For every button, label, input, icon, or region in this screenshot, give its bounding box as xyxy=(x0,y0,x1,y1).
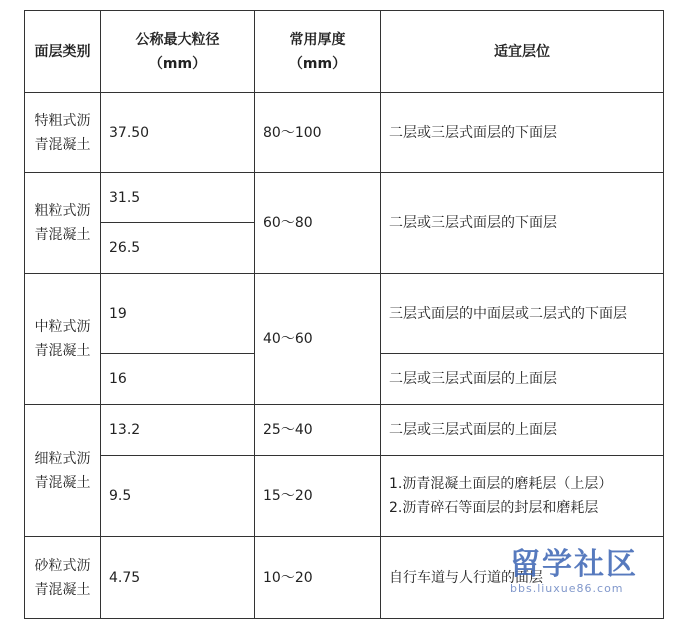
watermark-title: 留学社区 xyxy=(510,547,638,582)
category-line1: 细粒式沥 xyxy=(34,450,91,467)
thickness-cell: 25～40 xyxy=(255,405,381,456)
watermark-logo xyxy=(510,548,680,618)
header-max-size xyxy=(101,11,255,93)
size-cell: 16 xyxy=(101,354,255,405)
asphalt-spec-table xyxy=(24,10,664,619)
header-thickness xyxy=(255,11,381,93)
size-cell: 26.5 xyxy=(101,223,255,274)
watermark-url: bbs.liuxue86.com xyxy=(510,582,624,595)
layer-cell: 自行车道与人行道的面层 xyxy=(381,537,664,619)
header-layer: 适宜层位 xyxy=(381,11,664,93)
table-row xyxy=(25,173,664,223)
thickness-cell: 10～20 xyxy=(255,537,381,619)
layer-cell: 二层或三层式面层的下面层 xyxy=(381,173,664,274)
category-line1: 特粗式沥 xyxy=(34,112,91,129)
layer-cell: 三层式面层的中面层或二层式的下面层 xyxy=(381,274,664,354)
size-cell: 37.50 xyxy=(101,93,255,173)
header-max-size-line2: （mm） xyxy=(148,55,207,72)
category-line1: 砂粒式沥 xyxy=(34,557,91,574)
thickness-cell: 60～80 xyxy=(255,173,381,274)
category-line2: 青混凝土 xyxy=(34,136,91,153)
header-row xyxy=(25,11,664,93)
layer-line1: 1.沥青混凝土面层的磨耗层（上层） xyxy=(389,476,613,492)
table-row xyxy=(25,405,664,456)
thickness-cell: 80～100 xyxy=(255,93,381,173)
category-line2: 青混凝土 xyxy=(34,581,91,598)
thickness-cell: 15～20 xyxy=(255,456,381,537)
category-cell xyxy=(25,93,101,173)
category-line1: 中粒式沥 xyxy=(34,319,91,335)
size-cell: 9.5 xyxy=(101,456,255,537)
category-cell xyxy=(25,537,101,619)
layer-cell: 二层或三层式面层的上面层 xyxy=(381,405,664,456)
category-cell xyxy=(25,274,101,405)
size-cell: 19 xyxy=(101,274,255,354)
table-row xyxy=(25,456,664,537)
table-row xyxy=(25,274,664,354)
table-row xyxy=(25,93,664,173)
layer-cell: 二层或三层式面层的上面层 xyxy=(381,354,664,405)
thickness-cell: 40～60 xyxy=(255,274,381,405)
category-line2: 青混凝土 xyxy=(34,474,91,491)
header-category: 面层类别 xyxy=(25,11,101,93)
size-cell: 4.75 xyxy=(101,537,255,619)
header-thickness-line2: （mm） xyxy=(288,55,347,72)
size-cell: 31.5 xyxy=(101,173,255,223)
header-thickness-line1: 常用厚度 xyxy=(289,31,346,48)
header-max-size-line1: 公称最大粒径 xyxy=(135,31,220,48)
category-cell xyxy=(25,173,101,274)
category-line2: 青混凝土 xyxy=(34,227,91,243)
size-cell: 13.2 xyxy=(101,405,255,456)
category-cell xyxy=(25,405,101,537)
layer-cell: 二层或三层式面层的下面层 xyxy=(381,93,664,173)
category-line1: 粗粒式沥 xyxy=(34,203,91,219)
category-line2: 青混凝土 xyxy=(34,343,91,359)
layer-line2: 2.沥青碎石等面层的封层和磨耗层 xyxy=(389,500,599,516)
layer-cell xyxy=(381,456,664,537)
